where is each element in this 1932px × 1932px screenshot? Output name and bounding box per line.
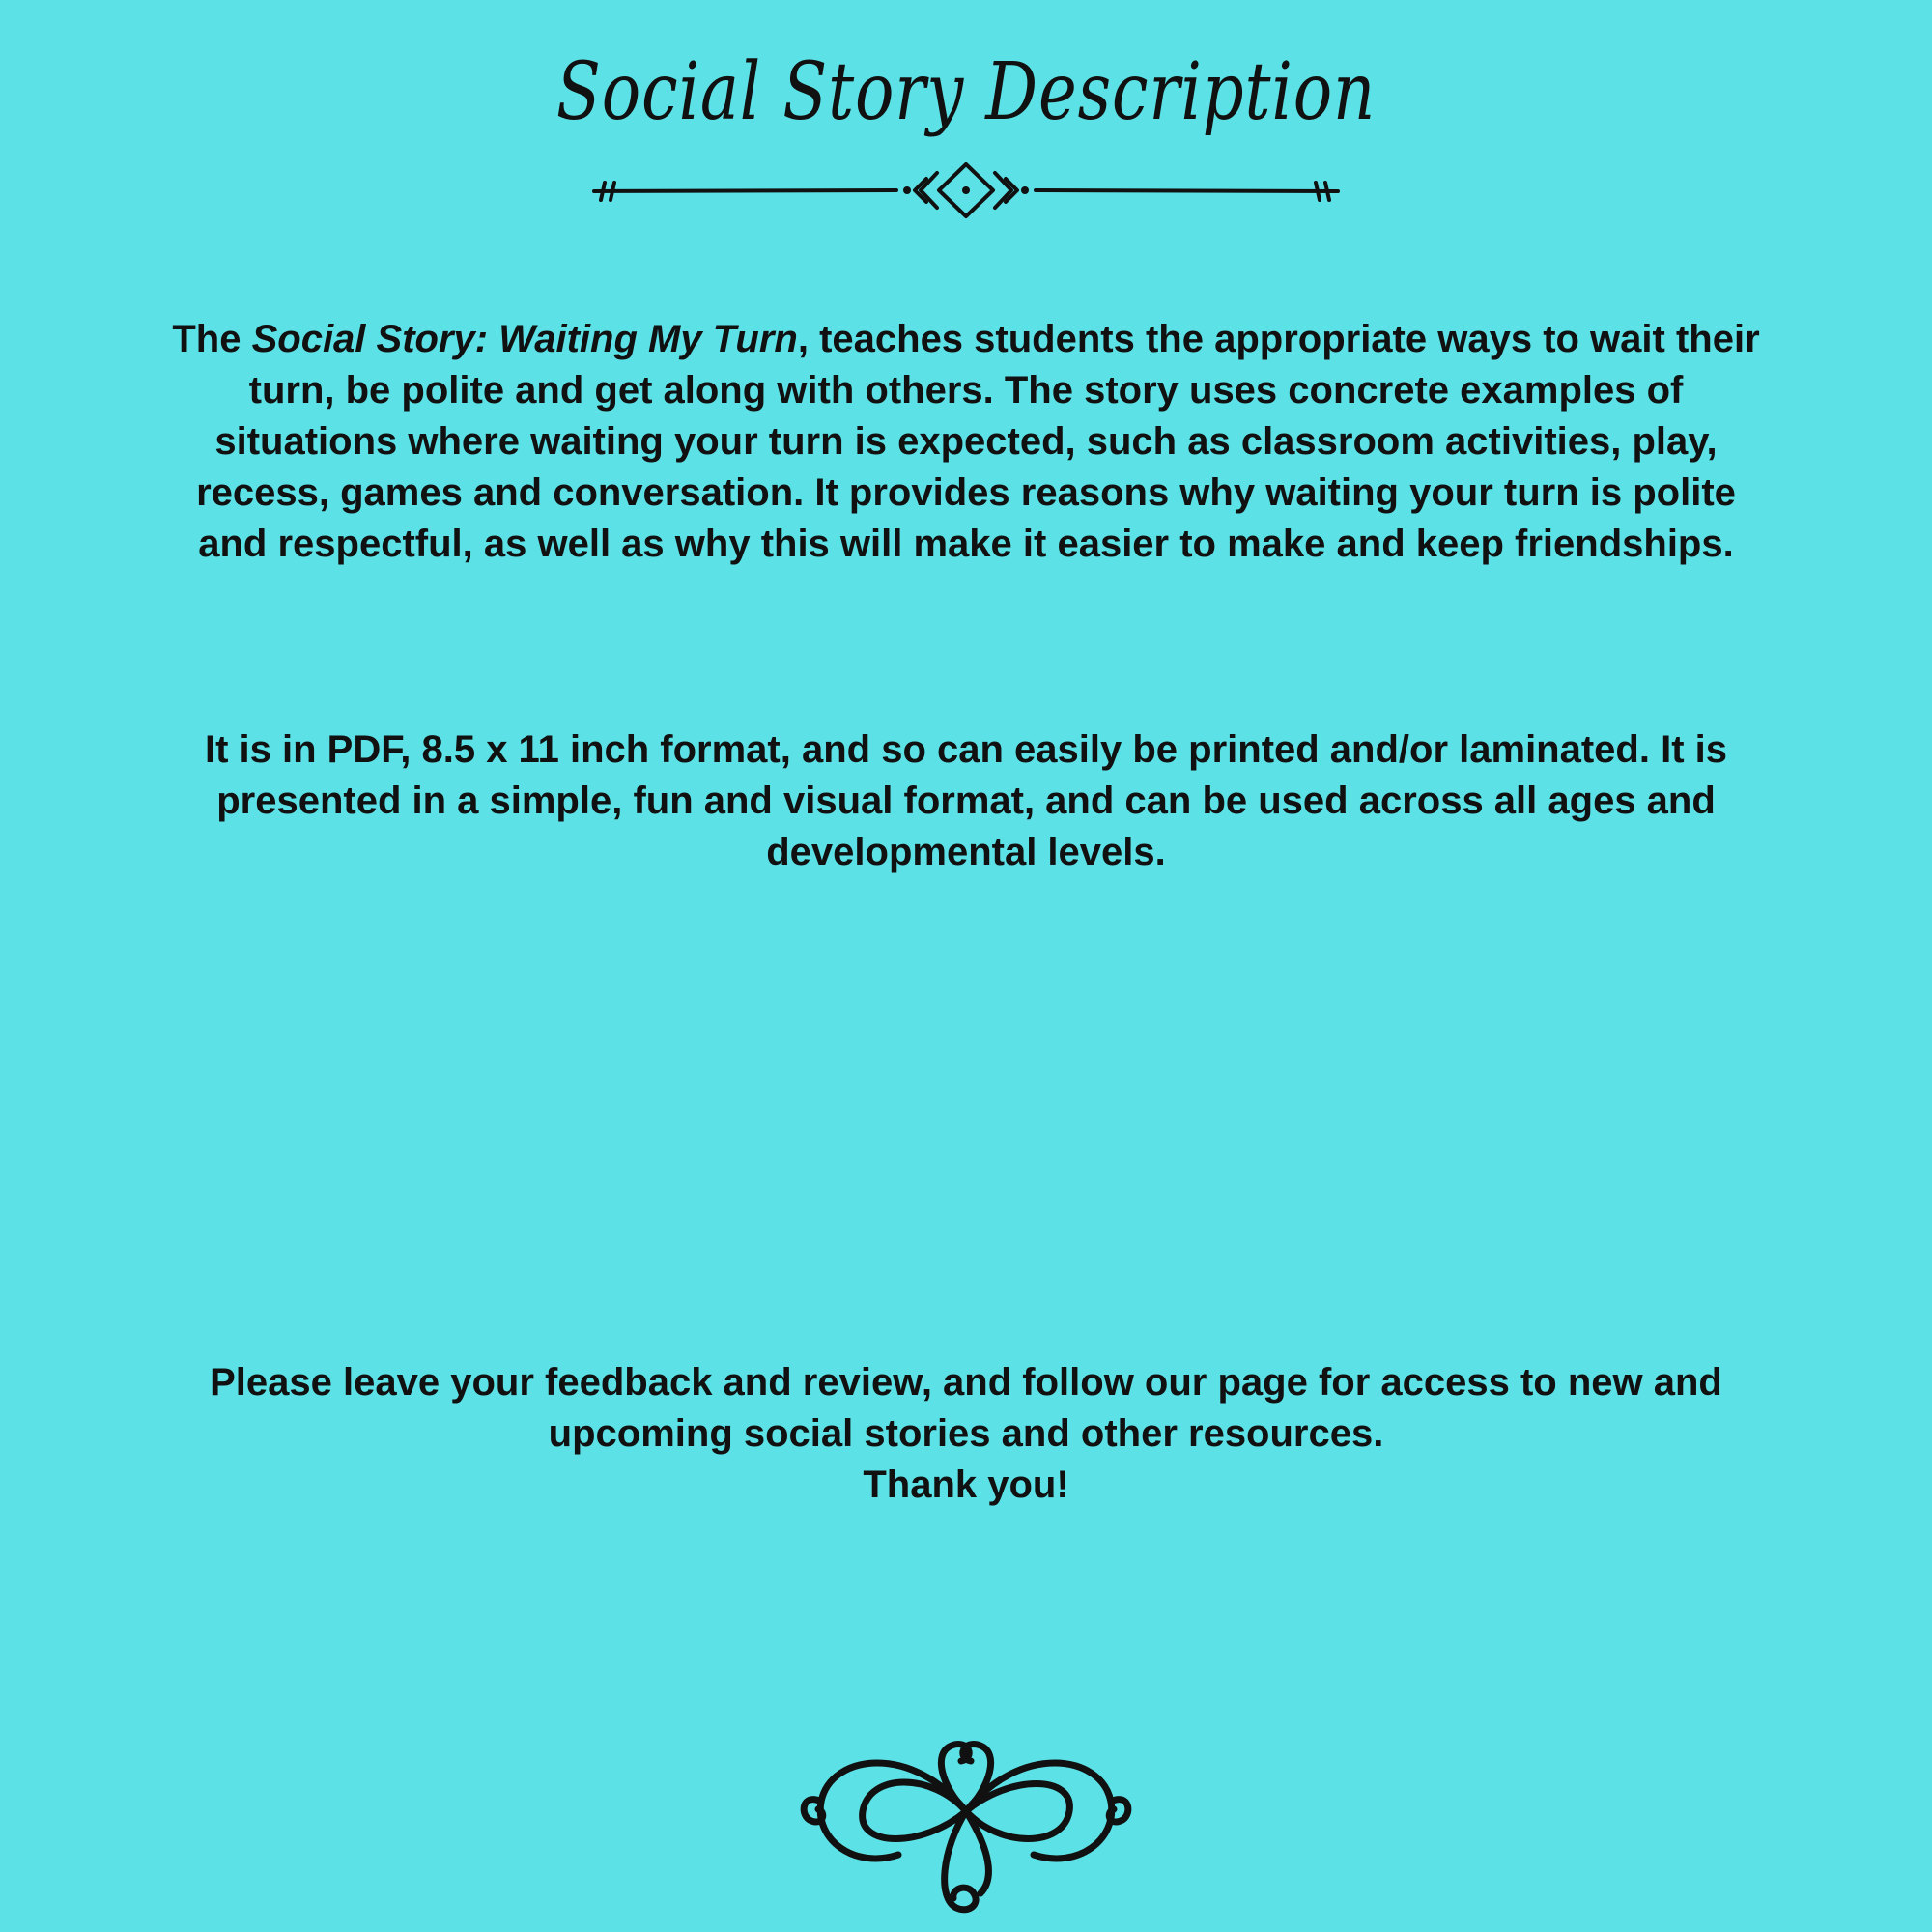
thank-you-text: Thank you!: [863, 1463, 1069, 1506]
page-title: Social Story Description: [555, 46, 1377, 138]
ornamental-divider-icon: [589, 159, 1343, 227]
story-title: Social Story: Waiting My Turn: [251, 318, 798, 360]
intro-prefix: The: [172, 318, 252, 360]
story-description: [164, 314, 1768, 570]
closing-message: [164, 1357, 1768, 1511]
flourish-ornament-icon: [797, 1734, 1135, 1918]
intro-text: , teaches students the appropriate ways to wait their turn, be polite and get along with others. The story uses concrete examples of situations where waiting your turn is expected, such as classroom activities, play, recess, games and conversation. It provides reasons why waiting your turn is polite and respectful, as well as why this will make it easier to make and keep friendships.: [196, 318, 1760, 565]
format-description: It is in PDF, 8.5 x 11 inch format, and so can easily be printed and/or laminated. It is presented in a simple, fun and visual format, and can be used across all ages and developmental levels.: [205, 728, 1727, 873]
feedback-request: Please leave your feedback and review, and follow our page for access to new and upcoming social stories and other resources.: [210, 1361, 1722, 1455]
